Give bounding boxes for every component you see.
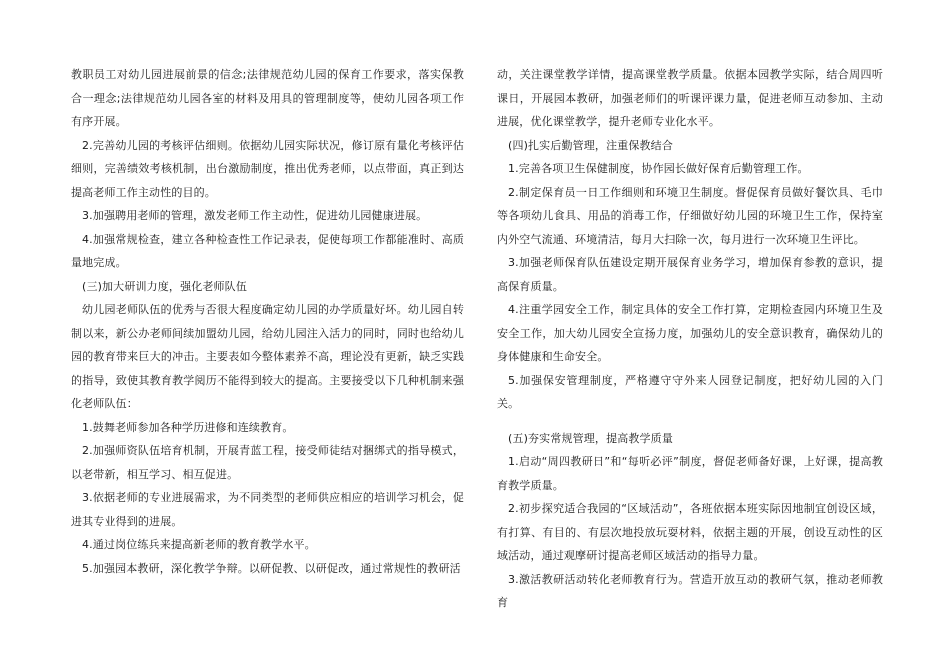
paragraph: 3.依据老师的专业进展需求，为不同类型的老师供应相应的培训学习机会，促进其专业得到的进展。 [71,491,464,528]
section-heading: (五)夯实常规管理，提高教学质量 [508,431,673,445]
paragraph: 2.加强师资队伍培育机制，开展青蓝工程，接受师徒结对捆绑式的指导模式，以老带新，相互学习、相互促进。 [71,444,464,481]
paragraph: 5.加强保安管理制度，严格遵守守外来人园登记制度，把好幼儿园的入门关。 [497,373,883,410]
paragraph: 1.鼓舞老师参加各种学历进修和连续教育。 [82,420,294,434]
paragraph: 3.激活教研活动转化老师教育行为。营造开放互动的教研气氛，推动老师教育 [497,572,883,609]
paragraph: 2.制定保育员一日工作细则和环境卫生制度。督促保育员做好餐饮具、毛巾等各项幼儿食具、用品的消毒工作，仔细做好幼儿园的环境卫生工作，保持室内外空气流通、环境清洁，每月大扫除一次，每月进行一次环境卫生评比。 [497,185,883,246]
paragraph: 1.完善各项卫生保健制度，协作园长做好保育后勤管理工作。 [508,162,809,175]
paragraph: 2.完善幼儿园的考核评估细则。依据幼儿园实际状况，修订原有量化考核评估细则，完善绩效考核机制，出台激励制度，推出优秀老师，以点带面，真正到达提高老师工作主动性的目的。 [71,138,464,199]
right-column [497,63,883,615]
paragraph: 4.加强常规检查，建立各种检查性工作记录表，促使每项工作都能准时、高质量地完成。 [71,232,464,269]
paragraph: 3.加强聘用老师的管理，激发老师工作主动性，促进幼儿园健康进展。 [82,209,428,222]
paragraph: 4.注重学园安全工作，制定具体的安全工作打算，定期检查园内环境卫生及安全工作，加大幼儿园安全宣扬力度，加强幼儿的安全意识教育，确保幼儿的身体健康和生命安全。 [497,303,883,363]
paragraph: 1.启动“周四教研日”和“每听必评”制度，督促老师备好课，上好课，提高教育教学质量。 [497,455,883,492]
paragraph: 幼儿园老师队伍的优秀与否很大程度确定幼儿园的办学质量好坏。幼儿园自转制以来，新公办老师间续加盟幼儿园，给幼儿园注入活力的同时，同时也给幼儿园的教育带来巨大的冲击。主要表如今整体素养不高，理论没有更新，缺乏实践的指导，致使其教育教学阅历不能得到较大的提高。主要接受以下几种机制来强化老师队伍： [71,303,464,410]
section-heading: (四)扎实后勤管理，注重保教结合 [508,138,673,152]
paragraph: 2.初步探究适合我园的“区域活动”，各班依据本班实际因地制宜创设区域，有打算、有目的、有层次地投放玩耍材料，依据主题的开展，创设互动性的区域活动，通过观摩研讨提高老师区域活动的指导力量。 [497,502,883,562]
left-column [71,63,464,580]
paragraph: 4.通过岗位练兵来提高新老师的教育教学水平。 [82,538,316,551]
paragraph: 5.加强园本教研，深化教学争辩。以研促教、以研促改，通过常规性的教研活 [82,561,461,575]
paragraph: 3.加强老师保育队伍建设定期开展保育业务学习，增加保育参教的意识，提高保育质量。 [497,256,883,293]
section-heading: (三)加大研训力度，强化老师队伍 [82,279,247,293]
paragraph: 动，关注课堂教学详情，提高课堂教学质量。依据本园教学实际，结合周四听课日，开展园本教研，加强老师们的听课评课力量，促进老师互动参加、主动进展，优化课堂教学，提升老师专业化水平。 [497,68,883,128]
paragraph-spacer [497,416,883,427]
paragraph: 教职员工对幼儿园进展前景的信念;法律规范幼儿园的保育工作要求，落实保教合一理念;法律规范幼儿园各室的材料及用具的管理制度等，使幼儿园各项工作有序开展。 [71,68,464,128]
